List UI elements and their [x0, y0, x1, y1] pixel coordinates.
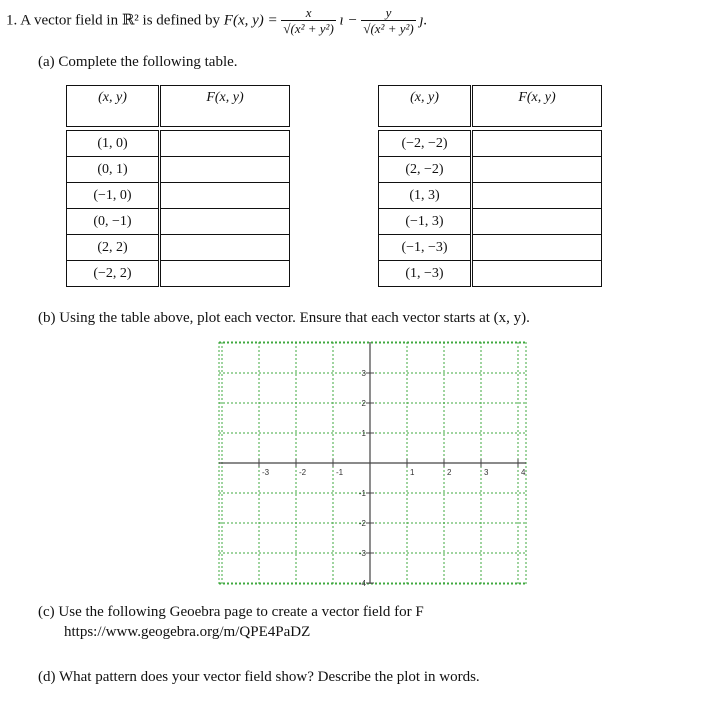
table-row: [379, 183, 602, 209]
i-hat: ı −: [339, 12, 358, 29]
part-c-label: (c) Use the following Geoebra page to create a vector field for F: [38, 604, 424, 620]
frac2-numerator: y: [385, 5, 392, 20]
axes: [219, 342, 526, 584]
problem-statement: [6, 6, 427, 36]
table-row: [379, 235, 602, 261]
part-a-label: (a) Complete the following table.: [38, 54, 238, 70]
cell-answer[interactable]: [160, 261, 290, 287]
cell-answer[interactable]: [472, 157, 602, 183]
table-row: [379, 157, 602, 183]
frac1-numerator: x: [305, 5, 312, 20]
fraction-x-component: [281, 6, 335, 36]
header-F: F(x, y): [472, 86, 602, 127]
cell-answer[interactable]: [160, 157, 290, 183]
cell-answer[interactable]: [160, 183, 290, 209]
cell-point: (−1, 3): [379, 209, 472, 235]
fraction-y-component: [361, 6, 415, 36]
cell-answer[interactable]: [472, 131, 602, 157]
coordinate-grid[interactable]: [215, 338, 530, 588]
y-tick-label: -4: [358, 579, 366, 588]
j-hat: ȷ.: [419, 12, 428, 29]
table-right: [378, 85, 602, 287]
header-xy: (x, y): [67, 86, 160, 127]
table-row: [67, 209, 290, 235]
cell-point: (−2, 2): [67, 261, 160, 287]
part-d-label: (d) What pattern does your vector field show? Describe the plot in words.: [38, 669, 480, 685]
frac1-denominator: √(x² + y²): [283, 21, 334, 36]
x-tick-label: 4: [521, 468, 526, 477]
cell-answer[interactable]: [160, 131, 290, 157]
cell-point: (2, 2): [67, 235, 160, 261]
cell-point: (0, 1): [67, 157, 160, 183]
x-tick-label: -3: [262, 468, 270, 477]
table-row: [67, 157, 290, 183]
cell-point: (1, 3): [379, 183, 472, 209]
cell-answer[interactable]: [160, 209, 290, 235]
cell-point: (1, 0): [67, 131, 160, 157]
cell-answer[interactable]: [472, 183, 602, 209]
part-b-label: (b) Using the table above, plot each vector. Ensure that each vector starts at (x, y).: [38, 310, 530, 326]
table-row: [67, 235, 290, 261]
table-left-header: [67, 86, 290, 127]
x-tick-label: 2: [447, 468, 452, 477]
geogebra-link[interactable]: https://www.geogebra.org/m/QPE4PaDZ: [64, 624, 311, 640]
x-tick-label: -2: [299, 468, 307, 477]
x-tick-label: -1: [336, 468, 344, 477]
y-tick-label: 1: [361, 429, 366, 438]
cell-point: (−1, −3): [379, 235, 472, 261]
y-tick-label: -3: [358, 549, 366, 558]
table-left: [66, 85, 290, 287]
table-right-header: [379, 86, 602, 127]
cell-point: (2, −2): [379, 157, 472, 183]
x-tick-label: 3: [484, 468, 489, 477]
table-row: [379, 261, 602, 287]
y-tick-label: 3: [361, 369, 366, 378]
table-row: [67, 261, 290, 287]
problem-number: 1.: [6, 12, 18, 29]
y-tick-label: 2: [361, 399, 366, 408]
field-lhs: F(x, y) =: [223, 12, 278, 29]
x-tick-label: 1: [410, 468, 415, 477]
cell-point: (0, −1): [67, 209, 160, 235]
table-row: [379, 131, 602, 157]
tick-labels: [262, 369, 526, 588]
cell-answer[interactable]: [472, 235, 602, 261]
cell-answer[interactable]: [472, 261, 602, 287]
y-tick-label: -1: [358, 489, 366, 498]
header-F: F(x, y): [160, 86, 290, 127]
part-c: [38, 604, 424, 621]
header-xy: (x, y): [379, 86, 472, 127]
cell-point: (1, −3): [379, 261, 472, 287]
cell-point: (−1, 0): [67, 183, 160, 209]
frac2-denominator: √(x² + y²): [363, 21, 414, 36]
table-row: [67, 131, 290, 157]
table-row: [67, 183, 290, 209]
cell-point: (−2, −2): [379, 131, 472, 157]
cell-answer[interactable]: [160, 235, 290, 261]
problem-intro: A vector field in ℝ² is defined by: [20, 12, 221, 29]
table-row: [379, 209, 602, 235]
y-tick-label: -2: [358, 519, 366, 528]
cell-answer[interactable]: [472, 209, 602, 235]
